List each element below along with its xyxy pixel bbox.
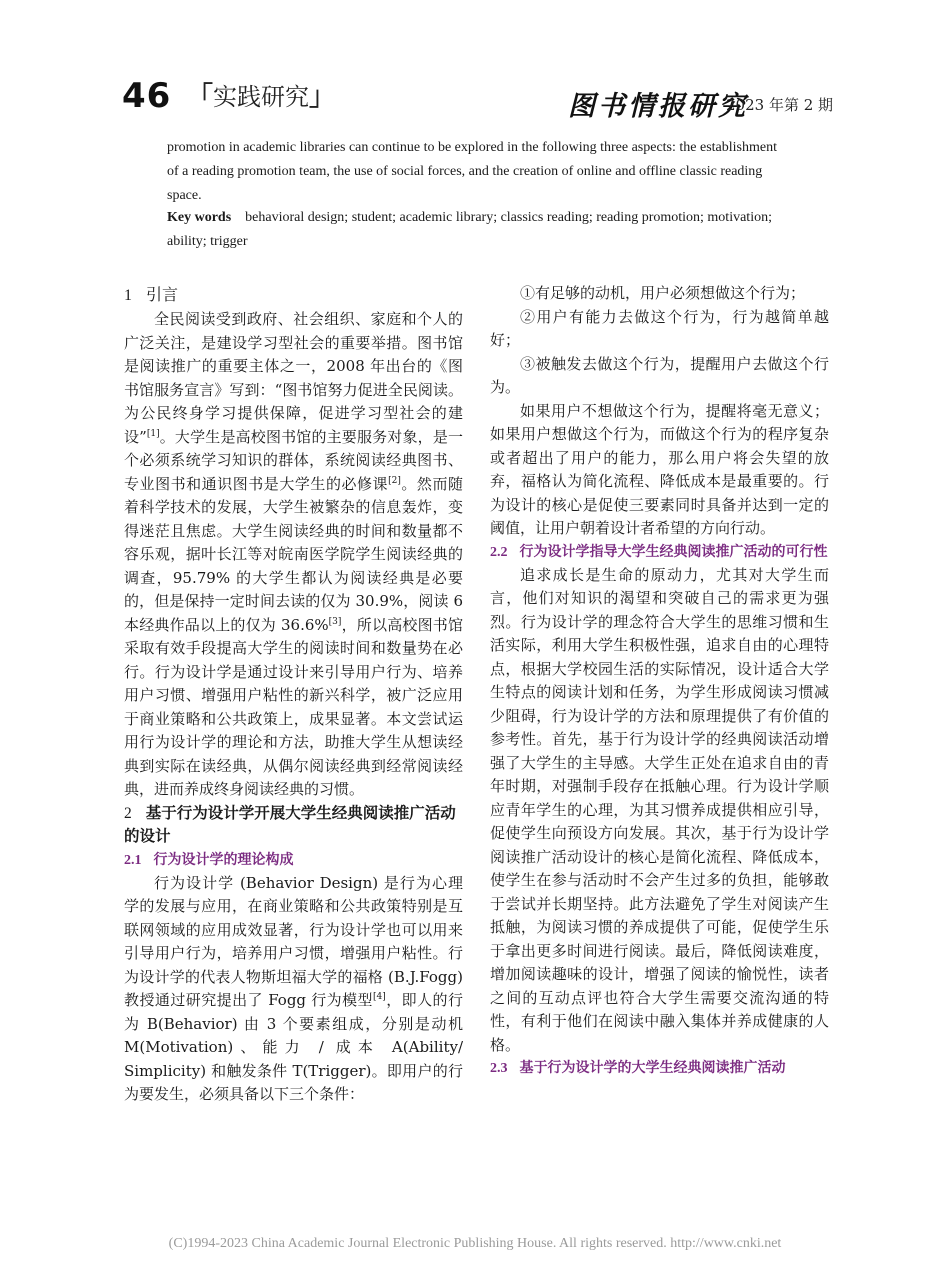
condition-item: ①有足够的动机，用户必须想做这个行为； [520,284,806,302]
keywords [167,206,787,254]
section-bracket-open: 「 [187,82,214,112]
section-heading-intro: 1 引言 [124,285,179,304]
journal-title: 图书情报研究 [568,91,748,122]
section-bracket-close: 」 [309,82,336,112]
section-tag [187,76,335,113]
subsection-heading-2-1: 2.1 行为设计学的理论构成 [124,851,294,868]
section-label: 实践研究 [213,83,310,111]
keywords-label: Key words [167,210,232,225]
condition-item: ③被触发去做这个行为，提醒用户去做这个行为。 [490,354,829,396]
citation-1: [1] [146,428,160,439]
theory-paragraph: 行为设计学 (Behavior Design) 是行为心理学的发展与应用，在商业策略和公共政策特别是互联网领域的应用成效显著，行为设计学也可以用来引导用户行为，培养用户习惯，增强用户粘性。行为设计学的代表人物斯坦福大学的福格 (B.J.Fogg) 教授通过研究提出了 Fogg 行为模型[4]，即人的行为 B(Behavior) 由 3 个要素组成，分别是动机 M(Motivation)、能力 / 成本 A(Ability/ Simplicity) 和触发条件 T(Trigger)。即用户的行为要发生，必须具备以下三个条件： [124,873,463,1103]
keywords-text: behavioral design; student; academic library; classics reading; reading promotion; motivation; ability; trigger [167,210,772,249]
section-heading-2: 2 基于行为设计学开展大学生经典阅读推广活动的设计 [124,803,456,845]
subsection-heading-2-3: 2.3 基于行为设计学的大学生经典阅读推广活动 [490,1060,786,1076]
page-number: 46 [122,76,172,116]
feasibility-paragraph: 追求成长是生命的原动力，尤其对大学生而言，他们对知识的渴望和突破自己的需求更为强烈。行为设计学的理念符合大学生的思维习惯和生活实际，利用大学生积极性强，追求自由的心理特点，根据大学校园生活的实际情况，设计适合大学生特点的阅读计划和任务，为学生形成阅读习惯减少阻碍，行为设计学的方法和原理提供了有价值的参考性。首先，基于行为设计学的经典阅读活动增强了大学生的主导感。大学生正处在追求自由的青年时期，对强制手段存在抵触心理。行为设计学顺应青年学生的心理，为其习惯养成提供相应引导，促使学生向预设方向发展。其次，基于行为设计学阅读推广活动设计的核心是简化流程、降低成本，使学生在参与活动时不会产生过多的负担，能够敢于尝试并长期坚持。此方法避免了学生对阅读产生抵触，为阅读习惯的养成提供了可能，促使学生乐于拿出更多时间进行阅读。最后，降低阅读难度，增加阅读趣味的设计，增强了阅读的愉悦性，读者之间的互动点评也符合大学生需要交流沟通的特性，有利于他们在阅读中融入集体并养成健康的人格。 [490,565,829,1054]
issue-label: 2023 年第 2 期 [726,96,834,114]
citation-4: [4] [373,992,386,1002]
abstract-continuation: promotion in academic libraries can continue to be explored in the following three aspects: the establishment of a reading promotion team, the use of social forces, and the creation of online and offline classic reading space. [167,140,777,203]
condition-item: ②用户有能力去做这个行为，行为越简单越好； [490,307,829,349]
citation-3: [3] [328,616,342,627]
page-header [0,0,950,130]
copyright-footer: (C)1994-2023 China Academic Journal Electronic Publishing House. All rights reserved. http://www.cnki.net [168,1236,782,1251]
model-paragraph: 如果用户不想做这个行为，提醒将毫无意义；如果用户想做这个行为，而做这个行为的程序复杂或者超出了用户的能力，那么用户将会失望的放弃，福格认为简化流程、降低成本是最重要的。行为设计的核心是促使三要素同时具备并达到一定的阈值，让用户朝着设计者希望的方向行动。 [490,401,829,537]
left-column [124,282,463,1107]
subsection-heading-2-2: 2.2 行为设计学指导大学生经典阅读推广活动的可行性 [490,543,828,560]
intro-paragraph: 全民阅读受到政府、社会组织、家庭和个人的广泛关注，是建设学习型社会的重要举措。图书馆是阅读推广的重要主体之一，2008 年出台的《图书馆服务宣言》写到：“图书馆努力促进全民阅读。为公民终身学习提供保障，促进学习型社会的建设”[1]。大学生是高校图书馆的主要服务对象，是一个必须系统学习知识的群体，系统阅读经典图书、专业图书和通识图书是大学生的必修课[2]。然而随着科学技术的发展，大学生被繁杂的信息轰炸，变得迷茫且焦虑。大学生阅读经典的时间和数量都不容乐观，据叶长江等对皖南医学院学生阅读经典的调查，95.79% 的大学生都认为阅读经典是必要的，但是保持一定时间去读的仅为 30.9%，阅读 6 本经典作品以上的仅为 36.6%[3]，所以高校图书馆采取有效手段提高大学生的阅读时间和数量势在必行。行为设计学是通过设计来引导用户行为、培养用户习惯、增强用户粘性的新兴科学，被广泛应用于商业策略和公共政策上，成果显著。本文尝试运用行为设计学的理论和方法，助推大学生从想读经典到实际在读经典，从偶尔阅读经典到经常阅读经典，进而养成终身阅读经典的习惯。 [124,310,463,798]
right-column [490,282,829,1080]
citation-2: [2] [388,475,401,486]
